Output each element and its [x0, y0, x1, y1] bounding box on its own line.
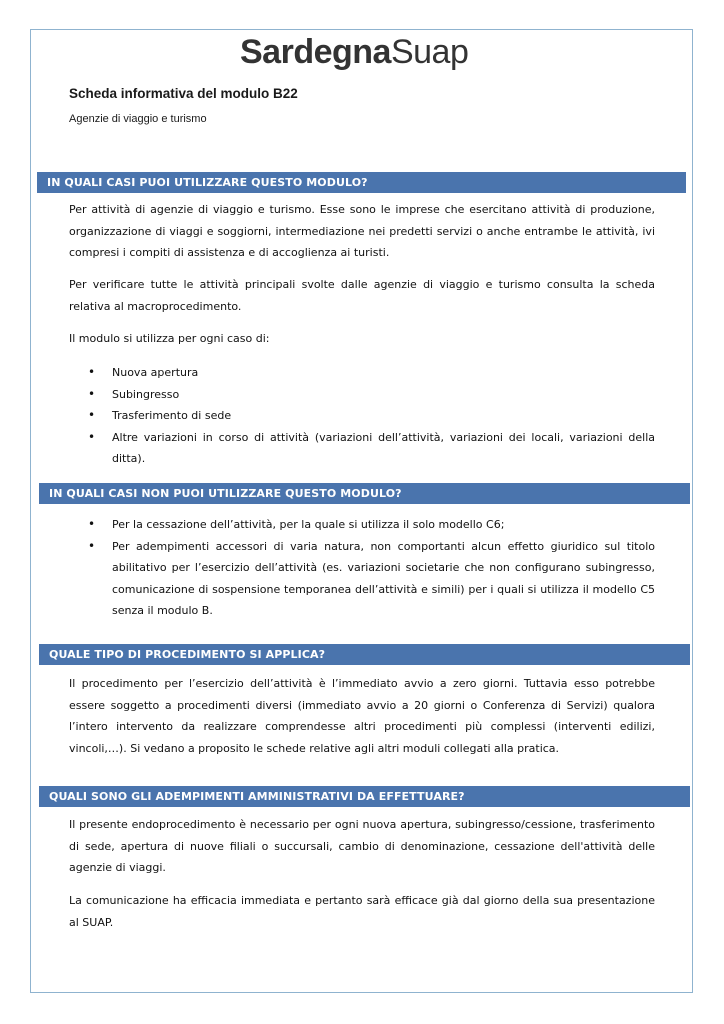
section-heading-procedure-type: QUALE TIPO DI PROCEDIMENTO SI APPLICA?	[39, 644, 690, 665]
list-item: • Subingresso	[69, 384, 655, 406]
section2-case-list	[69, 514, 655, 622]
document-title: Scheda informativa del modulo B22	[69, 86, 298, 101]
logo-part-sardegna: Sardegna	[240, 33, 391, 71]
document-subtitle: Agenzie di viaggio e turismo	[69, 113, 207, 125]
section1-paragraph-2: Per verificare tutte le attività principali svolte dalle agenzie di viaggio e turismo consulta la scheda relativa al macroprocedimento.	[69, 278, 655, 313]
section-heading-when-not-to-use: IN QUALI CASI NON PUOI UTILIZZARE QUESTO MODULO?	[39, 483, 690, 504]
section4-paragraph-1: Il presente endoprocedimento è necessario per ogni nuova apertura, subingresso/cessione, trasferimento di sede, apertura di nuove filiali o succursali, cambio di denominazione, cessazione dell'attività delle agenzie di viaggi.	[69, 818, 655, 874]
section1-paragraph-3: Il modulo si utilizza per ogni caso di:	[69, 332, 270, 345]
section3-paragraph-1: Il procedimento per l’esercizio dell’attività è l’immediato avvio a zero giorni. Tuttavia esso potrebbe essere soggetto a procedimenti diversi (immediato avvio a 20 giorni o Conferenza di Servizi) qualora l’intero intervento da realizzare comprendesse altri procedimenti più complessi (interventi edilizi, vincoli,…). Si vedano a proposito le schede relative agli altri moduli collegati alla pratica.	[69, 677, 655, 755]
list-item: • Trasferimento di sede	[69, 405, 655, 427]
logo-part-suap: Suap	[390, 33, 469, 71]
section-heading-when-to-use: IN QUALI CASI PUOI UTILIZZARE QUESTO MODULO?	[37, 172, 686, 193]
section1-case-list	[69, 362, 655, 470]
list-item: • Nuova apertura	[69, 362, 655, 384]
section-heading-administrative-steps: QUALI SONO GLI ADEMPIMENTI AMMINISTRATIVI DA EFFETTUARE?	[39, 786, 690, 807]
section4-paragraph-2: La comunicazione ha efficacia immediata e pertanto sarà efficace già dal giorno della sua presentazione al SUAP.	[69, 894, 655, 929]
list-item: • Per adempimenti accessori di varia natura, non comportanti alcun effetto giuridico sul titolo abilitativo per l’esercizio dell’attività (es. variazioni societarie che non configurano subingresso, comunicazione di sospensione temporanea dell’attività e simili) per i quali si utilizza il modello C5 senza il modulo B.	[69, 536, 655, 622]
sardegna-suap-logo	[240, 33, 468, 72]
list-item: • Altre variazioni in corso di attività (variazioni dell’attività, variazioni dei locali, variazioni della ditta).	[69, 427, 655, 470]
list-item: • Per la cessazione dell’attività, per la quale si utilizza il solo modello C6;	[69, 514, 655, 536]
section1-paragraph-1: Per attività di agenzie di viaggio e turismo. Esse sono le imprese che esercitano attività di produzione, organizzazione di viaggi e soggiorni, intermediazione nei predetti servizi o anche entrambe le attività, ivi compresi i compiti di assistenza e di accoglienza ai turisti.	[69, 203, 655, 259]
